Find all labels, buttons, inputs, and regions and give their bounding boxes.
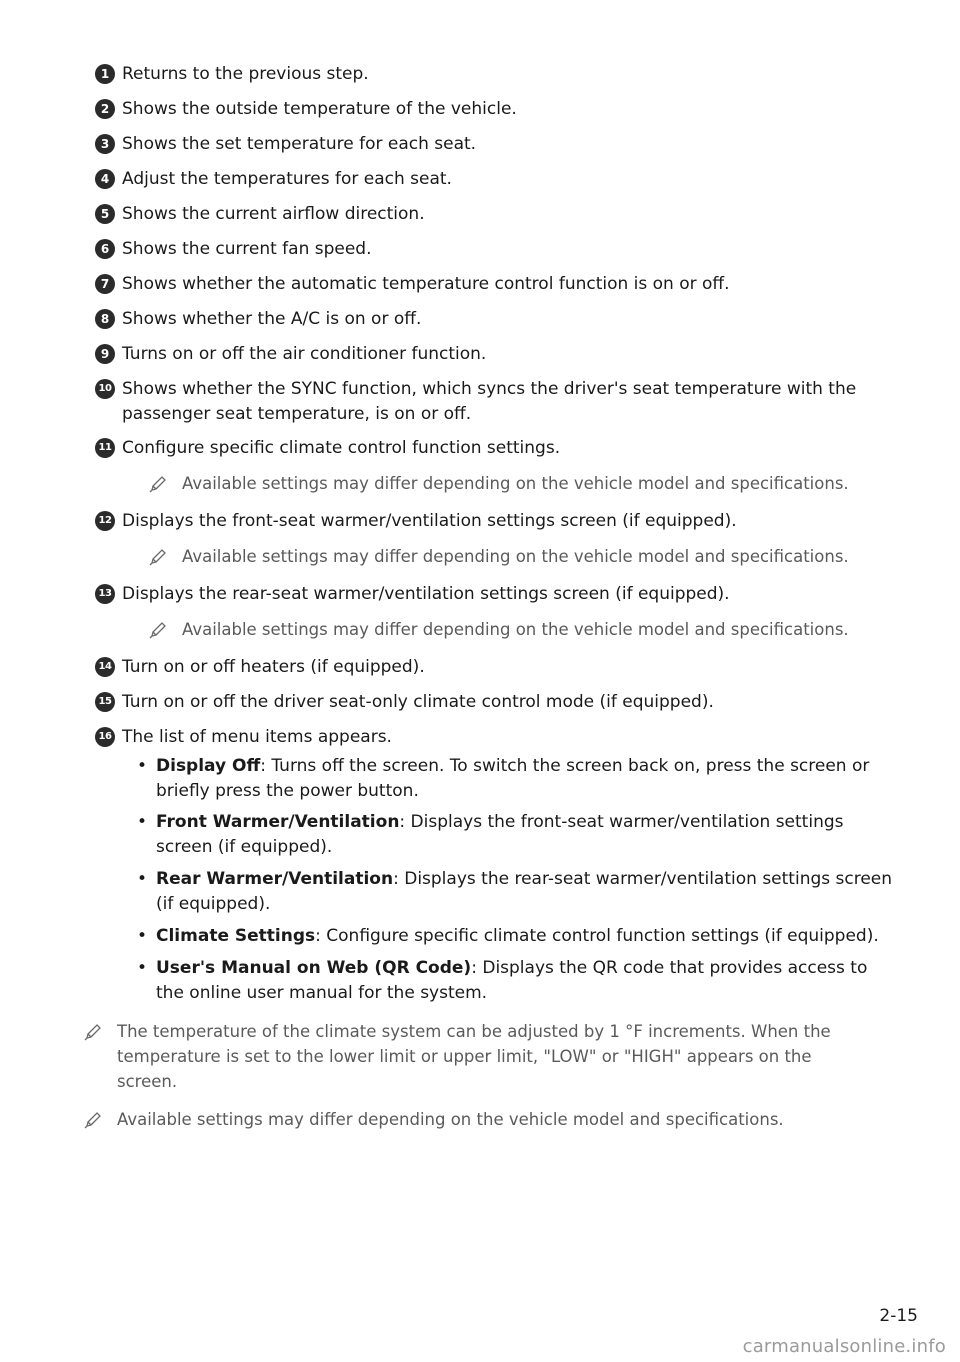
list-item [98, 377, 892, 427]
note-text: Available settings may differ depending on the vehicle model and specifications. [117, 1110, 784, 1129]
item-note [182, 617, 882, 642]
menu-bullet [137, 956, 896, 1006]
item-note [182, 544, 882, 569]
note-text: The temperature of the climate system can be adjusted by 1 °F increments. When the temperature is set to the lower limit or upper limit, "LOW" or "HIGH" appears on the screen. [117, 1022, 831, 1091]
item-text: Shows the outside temperature of the vehicle. [122, 99, 517, 119]
menu-item-title: Display Off [156, 756, 261, 776]
list-item [100, 97, 892, 122]
number-badge: 9 [95, 344, 115, 364]
general-note [117, 1107, 847, 1132]
menu-bullet [137, 924, 896, 949]
number-badge: 1 [95, 64, 115, 84]
note-text: Available settings may differ depending on the vehicle model and specifications. [182, 620, 849, 639]
menu-item-desc: : Turns off the screen. To switch the screen back on, press the screen or briefly press the power button. [156, 756, 870, 801]
item-text: Turns on or off the air conditioner function. [122, 344, 487, 364]
watermark: carmanualsonline.info [742, 1336, 946, 1357]
number-badge: 2 [95, 99, 115, 119]
item-text: The list of menu items appears. [122, 727, 392, 747]
number-badge: 8 [95, 309, 115, 329]
bullet-dot: • [137, 958, 148, 978]
menu-item-title: Climate Settings [156, 926, 316, 946]
item-text: Shows the set temperature for each seat. [122, 134, 477, 154]
list-item [98, 436, 892, 461]
list-item [100, 342, 892, 367]
list-item [100, 167, 892, 192]
list-item [98, 655, 892, 680]
bullet-dot: • [137, 869, 148, 889]
note-text: Available settings may differ depending on the vehicle model and specifications. [182, 474, 849, 493]
list-item [98, 582, 892, 607]
pencil-icon [83, 1022, 103, 1042]
menu-item-desc: : Displays the rear-seat warmer/ventilation settings screen (if equipped). [156, 869, 893, 914]
list-item [100, 307, 892, 332]
menu-item-title: User's Manual on Web (QR Code) [156, 958, 472, 978]
menu-item-desc: : Displays the front-seat warmer/ventilation settings screen (if equipped). [156, 812, 844, 857]
number-badge: 13 [95, 584, 115, 604]
item-text: Shows the current airflow direction. [122, 204, 425, 224]
pencil-icon [148, 620, 168, 640]
item-text: Shows whether the automatic temperature control function is on or off. [122, 274, 730, 294]
item-text: Returns to the previous step. [122, 64, 369, 84]
list-item [100, 272, 892, 297]
number-badge: 6 [95, 239, 115, 259]
item-text: Shows whether the SYNC function, which syncs the driver's seat temperature with the passenger seat temperature, is on or off. [122, 379, 857, 424]
item-text: Configure specific climate control function settings. [122, 438, 561, 458]
menu-item-desc: : Configure specific climate control function settings (if equipped). [315, 926, 879, 946]
item-note [182, 471, 882, 496]
menu-bullet [137, 810, 896, 860]
menu-bullet [137, 867, 896, 917]
number-badge: 3 [95, 134, 115, 154]
list-item [100, 62, 892, 87]
list-item [100, 237, 892, 262]
bullet-dot: • [137, 812, 148, 832]
pencil-icon [148, 547, 168, 567]
item-text: Turn on or off heaters (if equipped). [122, 657, 425, 677]
menu-item-desc: : Displays the QR code that provides access to the online user manual for the system. [156, 958, 868, 1003]
general-note [117, 1019, 847, 1094]
item-text: Displays the rear-seat warmer/ventilation settings screen (if equipped). [122, 584, 730, 604]
pencil-icon [83, 1110, 103, 1130]
number-badge: 5 [95, 204, 115, 224]
number-badge: 10 [95, 379, 115, 399]
list-item [98, 509, 892, 534]
list-item [100, 202, 892, 227]
list-item [98, 725, 892, 750]
number-badge: 11 [95, 438, 115, 458]
bullet-dot: • [137, 756, 148, 776]
number-badge: 14 [95, 657, 115, 677]
number-badge: 7 [95, 274, 115, 294]
bullet-dot: • [137, 926, 148, 946]
pencil-icon [148, 474, 168, 494]
item-text: Displays the front-seat warmer/ventilation settings screen (if equipped). [122, 511, 737, 531]
note-text: Available settings may differ depending on the vehicle model and specifications. [182, 547, 849, 566]
list-item [100, 132, 892, 157]
page-number: 2-15 [879, 1306, 918, 1326]
menu-item-title: Rear Warmer/Ventilation [156, 869, 394, 889]
item-text: Shows the current fan speed. [122, 239, 372, 259]
number-badge: 12 [95, 511, 115, 531]
number-badge: 16 [95, 727, 115, 747]
menu-bullet [137, 754, 896, 804]
menu-item-title: Front Warmer/Ventilation [156, 812, 400, 832]
number-badge: 15 [95, 692, 115, 712]
list-item [98, 690, 892, 715]
item-text: Turn on or off the driver seat-only climate control mode (if equipped). [122, 692, 714, 712]
item-text: Adjust the temperatures for each seat. [122, 169, 452, 189]
number-badge: 4 [95, 169, 115, 189]
item-text: Shows whether the A/C is on or off. [122, 309, 422, 329]
